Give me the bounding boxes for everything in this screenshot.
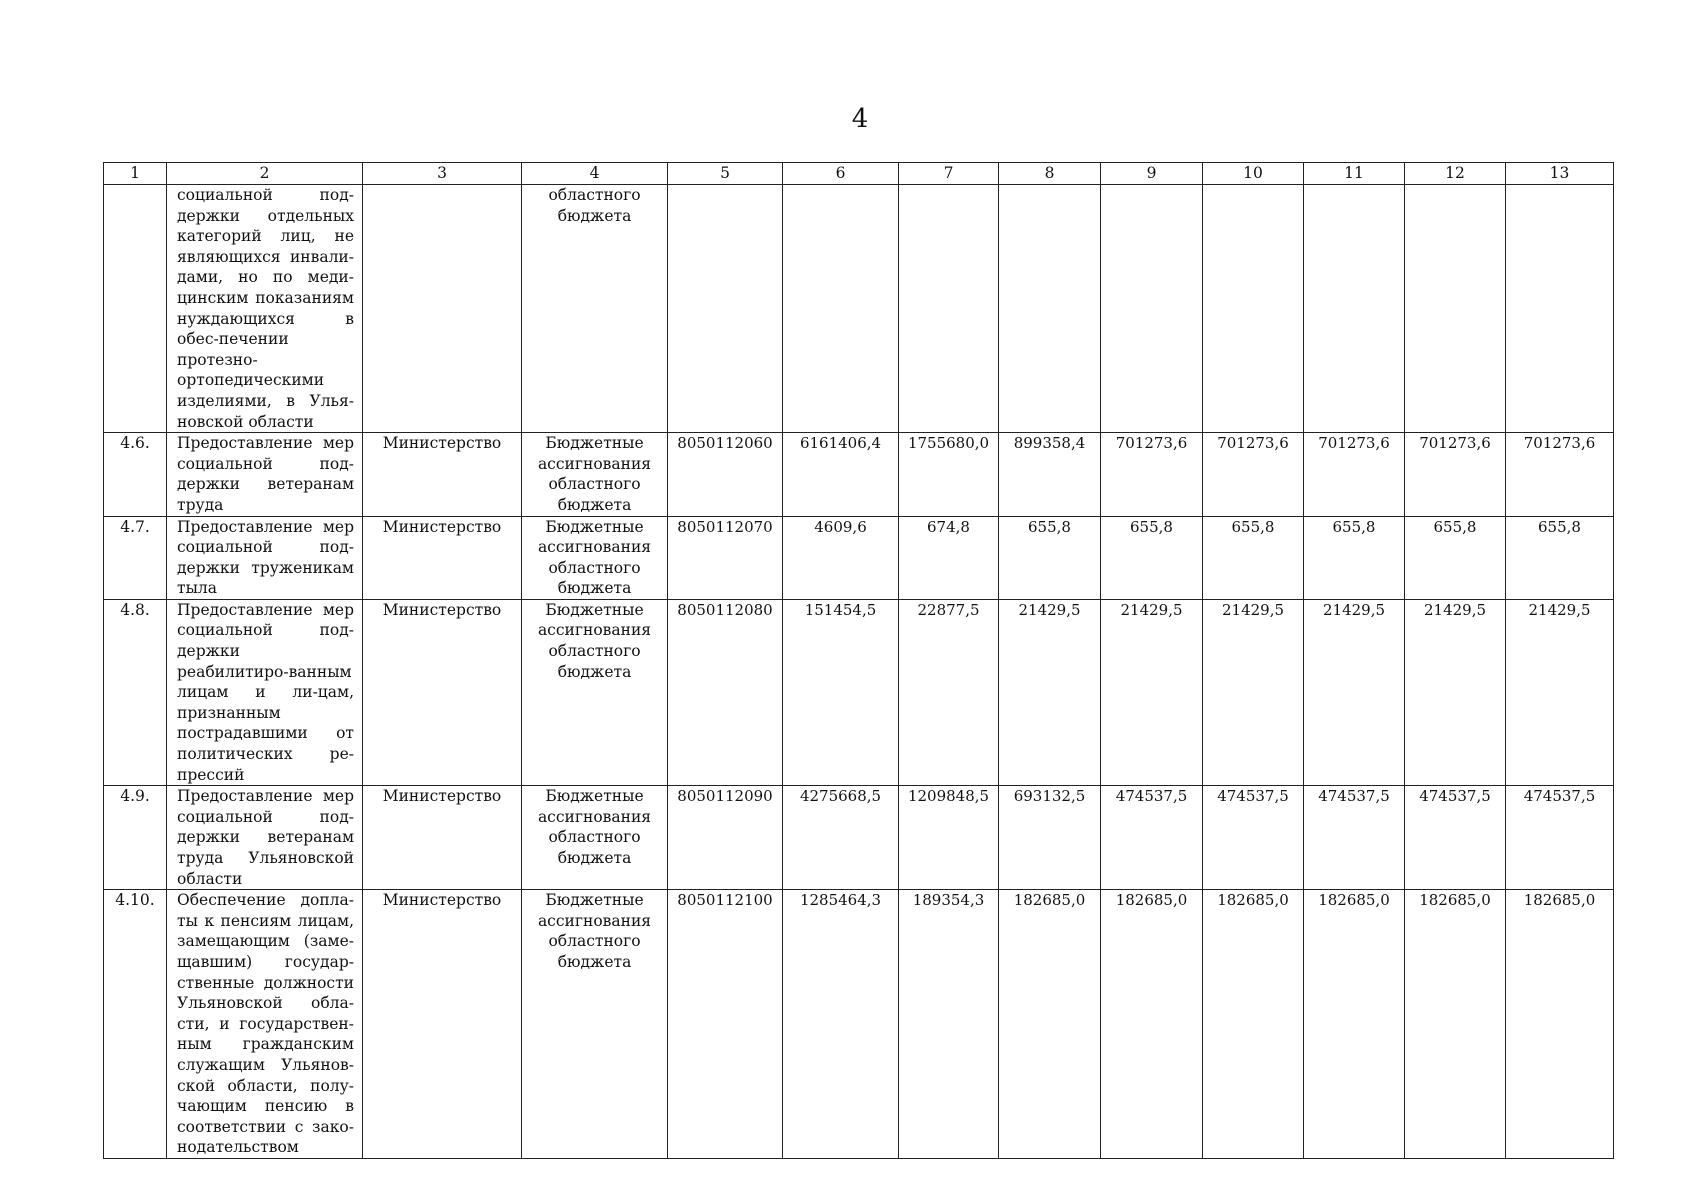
measure-description: социальной под-держки отдельных категорий лиц, не являющихся инвали-дами, но по меди-цинским показаниям нуждающихся в обес-печении протезно-ортопедическими изделиями, в Улья-новской области xyxy=(167,185,363,433)
funding-source-cell: Бюджетные ассигнования областного бюджета xyxy=(522,433,668,516)
column-header: 6 xyxy=(783,163,899,185)
table-row xyxy=(104,433,1614,516)
amount-cell: 655,8 xyxy=(999,516,1101,599)
amount-cell: 474537,5 xyxy=(1506,786,1614,890)
amount-cell: 1285464,3 xyxy=(783,890,899,1159)
amount-cell: 474537,5 xyxy=(1101,786,1203,890)
column-header: 4 xyxy=(522,163,668,185)
column-header: 8 xyxy=(999,163,1101,185)
column-header: 13 xyxy=(1506,163,1614,185)
amount-cell: 182685,0 xyxy=(1203,890,1304,1159)
page-number: 4 xyxy=(851,104,869,134)
column-header: 1 xyxy=(104,163,167,185)
measure-description: Предоставление мер социальной под-держки ветеранам труда xyxy=(167,433,363,516)
executor-cell: Министерство xyxy=(363,599,522,785)
row-number xyxy=(104,185,167,433)
funding-source-cell: Бюджетные ассигнования областного бюджета xyxy=(522,890,668,1159)
row-number: 4.10. xyxy=(104,890,167,1159)
amount-cell: 701273,6 xyxy=(1304,433,1405,516)
budget-code-cell: 8050112060 xyxy=(668,433,783,516)
amount-cell: 474537,5 xyxy=(1203,786,1304,890)
amount-cell: 21429,5 xyxy=(1304,599,1405,785)
amount-cell: 655,8 xyxy=(1304,516,1405,599)
amount-cell xyxy=(999,185,1101,433)
table-row xyxy=(104,516,1614,599)
amount-cell: 182685,0 xyxy=(1304,890,1405,1159)
column-header: 9 xyxy=(1101,163,1203,185)
measure-description: Обеспечение допла-ты к пенсиям лицам, замещающим (заме-щавшим) государ-ственные должности Ульяновской обла-сти, и государствен-ным гражданским служащим Ульянов-ской области, полу-чающим пенсию в соответствии с зако-нодательством xyxy=(167,890,363,1159)
table-row xyxy=(104,890,1614,1159)
funding-source-cell: Бюджетные ассигнования областного бюджета xyxy=(522,516,668,599)
measure-description: Предоставление мер социальной под-держки реабилитиро-ванным лицам и ли-цам, признанным пострадавшими от политических ре-прессий xyxy=(167,599,363,785)
funding-source-cell: Бюджетные ассигнования областного бюджета xyxy=(522,599,668,785)
amount-cell: 1755680,0 xyxy=(899,433,999,516)
column-number-row xyxy=(104,163,1614,185)
amount-cell: 701273,6 xyxy=(1203,433,1304,516)
column-header: 7 xyxy=(899,163,999,185)
executor-cell: Министерство xyxy=(363,786,522,890)
amount-cell: 701273,6 xyxy=(1101,433,1203,516)
budget-code-cell: 8050112100 xyxy=(668,890,783,1159)
column-header: 12 xyxy=(1405,163,1506,185)
amount-cell: 474537,5 xyxy=(1304,786,1405,890)
amount-cell: 21429,5 xyxy=(1101,599,1203,785)
table-row xyxy=(104,599,1614,785)
measure-description: Предоставление мер социальной под-держки труженикам тыла xyxy=(167,516,363,599)
row-number: 4.7. xyxy=(104,516,167,599)
amount-cell: 182685,0 xyxy=(999,890,1101,1159)
table-row xyxy=(104,185,1614,433)
amount-cell: 151454,5 xyxy=(783,599,899,785)
amount-cell: 701273,6 xyxy=(1506,433,1614,516)
budget-code-cell: 8050112080 xyxy=(668,599,783,785)
column-header: 10 xyxy=(1203,163,1304,185)
table-row xyxy=(104,786,1614,890)
amount-cell: 474537,5 xyxy=(1405,786,1506,890)
amount-cell xyxy=(1203,185,1304,433)
amount-cell: 655,8 xyxy=(1405,516,1506,599)
executor-cell: Министерство xyxy=(363,516,522,599)
executor-cell xyxy=(363,185,522,433)
amount-cell: 21429,5 xyxy=(1203,599,1304,785)
amount-cell: 189354,3 xyxy=(899,890,999,1159)
amount-cell xyxy=(1405,185,1506,433)
amount-cell xyxy=(783,185,899,433)
amount-cell xyxy=(1101,185,1203,433)
amount-cell: 1209848,5 xyxy=(899,786,999,890)
budget-code-cell: 8050112090 xyxy=(668,786,783,890)
amount-cell: 674,8 xyxy=(899,516,999,599)
column-header: 5 xyxy=(668,163,783,185)
row-number: 4.6. xyxy=(104,433,167,516)
amount-cell: 21429,5 xyxy=(999,599,1101,785)
amount-cell: 655,8 xyxy=(1101,516,1203,599)
amount-cell: 4609,6 xyxy=(783,516,899,599)
amount-cell: 21429,5 xyxy=(1405,599,1506,785)
funding-source-cell: областного бюджета xyxy=(522,185,668,433)
budget-code-cell: 8050112070 xyxy=(668,516,783,599)
amount-cell: 22877,5 xyxy=(899,599,999,785)
amount-cell: 899358,4 xyxy=(999,433,1101,516)
amount-cell: 182685,0 xyxy=(1101,890,1203,1159)
budget-table xyxy=(103,162,1614,1159)
amount-cell: 655,8 xyxy=(1506,516,1614,599)
amount-cell: 6161406,4 xyxy=(783,433,899,516)
row-number: 4.8. xyxy=(104,599,167,785)
amount-cell: 655,8 xyxy=(1203,516,1304,599)
column-header: 3 xyxy=(363,163,522,185)
row-number: 4.9. xyxy=(104,786,167,890)
amount-cell: 182685,0 xyxy=(1405,890,1506,1159)
column-header: 11 xyxy=(1304,163,1405,185)
executor-cell: Министерство xyxy=(363,890,522,1159)
table-body xyxy=(104,185,1614,1159)
column-header: 2 xyxy=(167,163,363,185)
amount-cell: 4275668,5 xyxy=(783,786,899,890)
funding-source-cell: Бюджетные ассигнования областного бюджета xyxy=(522,786,668,890)
amount-cell: 693132,5 xyxy=(999,786,1101,890)
amount-cell: 182685,0 xyxy=(1506,890,1614,1159)
amount-cell xyxy=(899,185,999,433)
amount-cell xyxy=(1304,185,1405,433)
executor-cell: Министерство xyxy=(363,433,522,516)
amount-cell: 701273,6 xyxy=(1405,433,1506,516)
measure-description: Предоставление мер социальной под-держки ветеранам труда Ульяновской области xyxy=(167,786,363,890)
budget-code-cell xyxy=(668,185,783,433)
amount-cell xyxy=(1506,185,1614,433)
amount-cell: 21429,5 xyxy=(1506,599,1614,785)
